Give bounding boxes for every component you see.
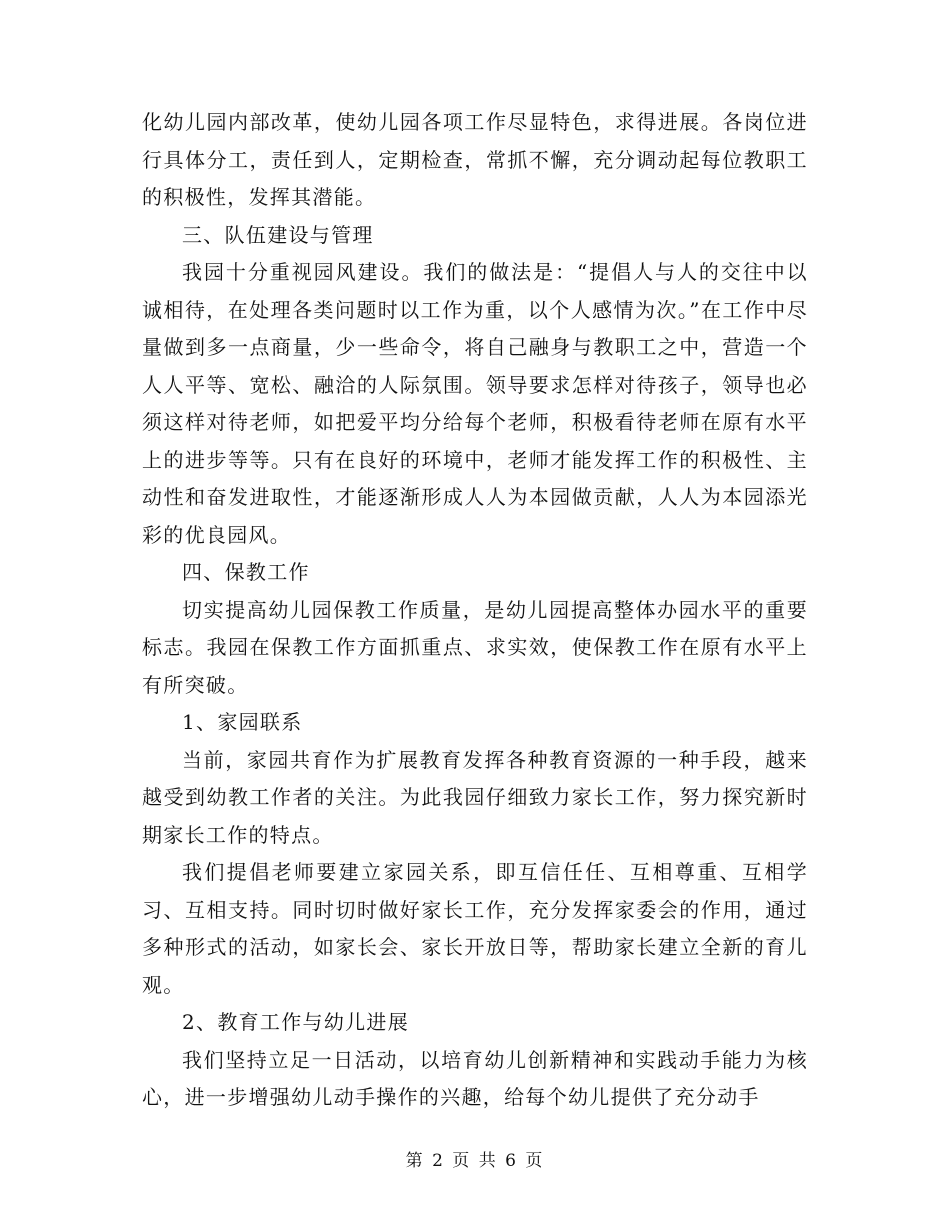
body-paragraph: 当前，家园共育作为扩展教育发挥各种教育资源的一种手段，越来越受到幼教工作者的关注。为此我园仔细致力家长工作，努力探究新时期家长工作的特点。	[142, 747, 808, 847]
body-paragraph: 我们坚持立足一日活动，以培育幼儿创新精神和实践动手能力为核心，进一步增强幼儿动手操作的兴趣，给每个幼儿提供了充分动手	[142, 1047, 808, 1109]
body-paragraph: 我们提倡老师要建立家园关系，即互信任任、互相尊重、互相学习、互相支持。同时切时做好家长工作，充分发挥家委会的作用，通过多种形式的活动，如家长会、家长开放日等，帮助家长建立全新的育儿观。	[142, 860, 808, 997]
body-paragraph: 化幼儿园内部改革，使幼儿园各项工作尽显特色，求得进展。各岗位进行具体分工，责任到人，定期检查，常抓不懈，充分调动起每位教职工的积极性，发挥其潜能。	[142, 110, 808, 209]
section-heading: 三、队伍建设与管理	[182, 222, 374, 247]
body-paragraph: 我园十分重视园风建设。我们的做法是：“提倡人与人的交往中以诚相待，在处理各类问题时以工作为重，以个人感情为次。”在工作中尽量做到多一点商量，少一些命令，将自己融身与教职工之中，营造一个人人平等、宽松、融洽的人际氛围。领导要求怎样对待孩子，领导也必须这样对待老师，如把爱平均分给每个老师，积极看待老师在原有水平上的进步等等。只有在良好的环境中，老师才能发挥工作的积极性、主动性和奋发进取性，才能逐渐形成人人为本园做贡献，人人为本园添光彩的优良园风。	[142, 260, 808, 547]
subsection-heading: 2、教育工作与幼儿进展	[182, 1010, 410, 1034]
body-paragraph: 切实提高幼儿园保教工作质量，是幼儿园提高整体办园水平的重要标志。我园在保教工作方面抓重点、求实效，使保教工作在原有水平上有所突破。	[142, 597, 808, 697]
section-heading: 四、保教工作	[182, 560, 310, 584]
page-number-footer: 第 2 页 共 6 页	[405, 1151, 545, 1171]
document-body	[142, 104, 808, 1117]
subsection-heading: 1、家园联系	[182, 710, 303, 734]
